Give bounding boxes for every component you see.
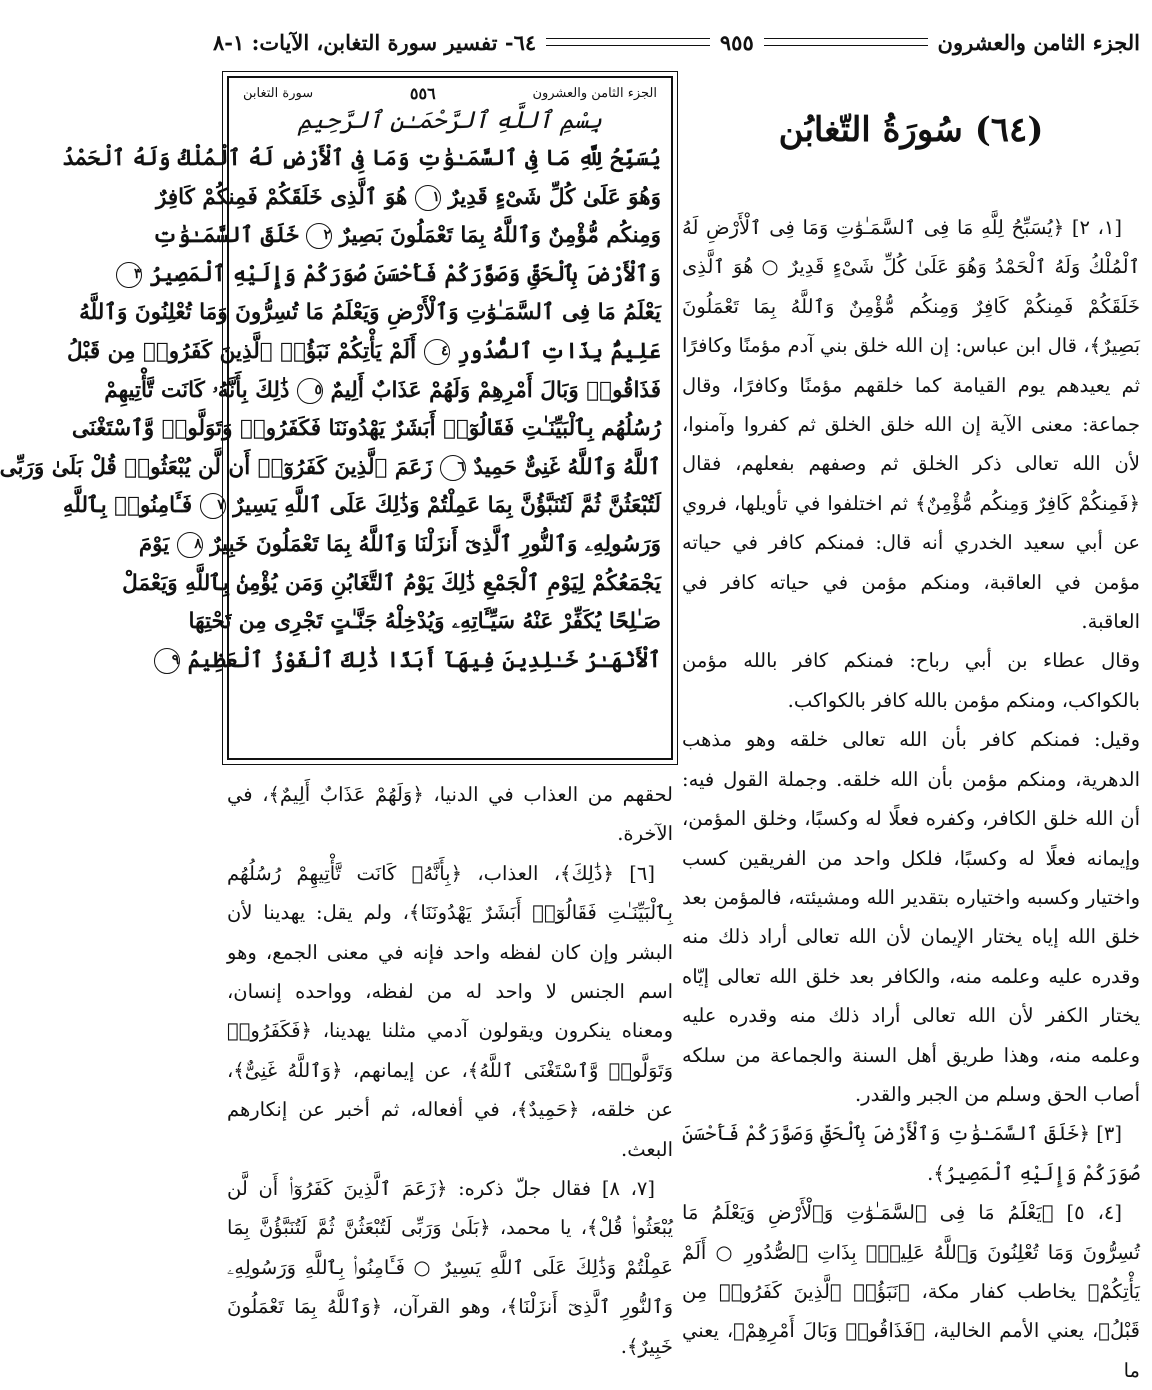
left-column — [227, 775, 673, 1375]
mushaf-line-text: لَتُبْعَثُنَّ ثُمَّ لَتُنَبَّؤُنَّ بِمَا عَمِلْتُمْ وَذَٰلِكَ عَلَى ٱللَّهِ يَسِيرٌ — [233, 493, 661, 519]
ayah-number-mark: ٥ — [297, 378, 323, 404]
mushaf-line-text: يَعْلَمُ مَا فِى ٱلسَّمَـٰوَٰتِ وَٱلْأَرْضِ وَيَعْلَمُ مَا تُسِرُّونَ وَمَا تُعْلِنُونَ وَٱللَّهُ — [79, 300, 661, 326]
mushaf-line-text: ٱلْأَنْهَـٰرُ خَـٰلِدِينَ فِيهَآ أَبَدًا ذَٰلِكَ ٱلْفَوْزُ ٱلْعَظِيمُ — [187, 647, 661, 673]
mushaf-line — [138, 526, 661, 565]
paragraph: لحقهم من العذاب في الدنيا، ﴿وَلَهُمْ عَذَابٌ أَلِيمٌ﴾، في الآخرة. — [227, 783, 673, 846]
mushaf-line — [122, 565, 661, 604]
header-rule-right — [764, 38, 928, 46]
mushaf-line — [133, 256, 661, 295]
paragraph: [١، ٢] ﴿يُسَبِّحُ لِلَّهِ مَا فِى ٱلسَّمَـٰوَٰتِ وَمَا فِى ٱلْأَرْضِ لَهُ ٱلْمُلْكُ وَلَهُ ٱلْحَمْدُ وَهُوَ عَلَىٰ كُلِّ شَىْءٍ قَدِيرٌ ○ هُوَ ٱلَّذِى خَلَقَكُمْ فَمِنكُمْ كَافِرٌ وَمِنكُم مُّؤْمِنٌ وَٱللَّهُ بِمَا تَعْمَلُونَ بَصِيرٌ﴾، قال ابن عباس: إن الله خلق بني آدم مؤمنًا وكافرًا ثم يعيدهم يوم القيامة كما خلقهم مؤمنًا وكافرًا، وقال جماعة: معنى الآية إن الله خلق الخلق ثم كفروا وآمنوا، لأن الله تعالى ذكر الخلق ثم وصفهم بفعلهم، فقال ﴿فَمِنكُمْ كَافِرٌ وَمِنكُم مُّؤْمِنٌ﴾ ثم اختلفوا في تأويلها، فروي عن أبي سعيد الخدري أنه قال: فمنكم كافر في حياته مؤمن في العاقبة، ومنكم مؤمن في حياته كافر في العاقبة. — [682, 216, 1140, 634]
header-section-title: ٦٤- تفسير سورة التغابن، الآيات: ١-٨ — [213, 29, 537, 55]
mushaf-line — [62, 487, 661, 526]
page-number: ٩٥٥ — [719, 29, 754, 55]
mushaf-line-text: هُوَ ٱلَّذِى خَلَقَكُمْ فَمِنكُمْ كَافِرٌ — [155, 184, 408, 210]
ayah-number-mark: ٢ — [306, 223, 332, 249]
mushaf-line-text: فَـَٔامِنُوا۟ بِٱللَّهِ — [62, 493, 193, 519]
mushaf-line-text: زَعَمَ ٱلَّذِينَ كَفَرُوٓا۟ أَن لَّن يُبْعَثُوا۟ قُلْ بَلَىٰ وَرَبِّى — [0, 454, 433, 480]
ayah-number-mark: ٨ — [177, 532, 203, 558]
mushaf-line-text: ٱللَّهُ وَٱللَّهُ غَنِىٌّ حَمِيدٌ — [473, 454, 661, 480]
mushaf-line-text: خَلَقَ ٱلسَّمَـٰوَٰتِ — [152, 223, 299, 249]
mushaf-line-text: وَهُوَ عَلَىٰ كُلِّ شَىْءٍ قَدِيرٌ — [448, 184, 661, 210]
ayah-number-mark: ١ — [415, 185, 441, 211]
right-column — [682, 110, 1140, 1382]
mushaf-line-text: وَٱلْأَرْضَ بِٱلْحَقِّ وَصَوَّرَكُمْ فَأَحْسَنَ صُوَرَكُمْ وَإِلَيْهِ ٱلْمَصِيرُ — [149, 261, 661, 287]
header-rule-left — [546, 38, 710, 46]
mushaf-line-text: ذَٰلِكَ بِأَنَّهُۥ كَانَت تَّأْتِيهِمْ — [104, 377, 290, 403]
mushaf-line — [0, 449, 661, 488]
mushaf-line — [155, 179, 661, 218]
paragraph: وقيل: فمنكم كافر بأن الله تعالى خلقه وهو مذهب الدهرية، ومنكم مؤمن بأن الله خلقه. وجملة القول فيه: أن الله خلق الكافر، وكفره فعلًا له وكسبًا، وخلق المؤمن، وإيمانه فعلًا له وكسبًا، فلكل واحد من الفريقين كسب واختيار وكسبه واختياره بتقدير الله ومشيئته، فالمؤمن بعد خلق الله إياه يختار الإيمان لأن الله تعالى أراد ذلك منه وقدره عليه وعلمه منه، والكافر بعد خلق الله تعالى إيّاه يختار الكفر لأن الله تعالى أراد ذلك منه وقدره عليه وعلمه منه، وهذا طريق أهل السنة والجماعة من سلكه أصاب الحق وسلم من الجبر والقدر. — [682, 728, 1140, 1106]
ayah-number-mark: ٤ — [424, 339, 450, 365]
mushaf-line — [67, 333, 661, 372]
ayah-number-mark: ٧ — [200, 493, 226, 519]
mushaf-page-number: ٥٥٦ — [409, 83, 436, 103]
mushaf-line — [188, 603, 661, 642]
ayah-number-mark: ٦ — [440, 455, 466, 481]
paragraph: [٣] ﴿خَلَقَ ٱلسَّمَـٰوَٰتِ وَٱلْأَرْضَ بِٱلْحَقِّ وَصَوَّرَكُمْ فَأَحْسَنَ صُوَرَكُمْ وَإِلَيْهِ ٱلْمَصِيرُ﴾. — [682, 1122, 1140, 1185]
paragraph: وقال عطاء بن أبي رباح: فمنكم كافر بالله مؤمن بالكواكب، ومنكم مؤمن بالله كافر بالكواكب. — [682, 649, 1140, 712]
paragraph: [٧، ٨] فقال جلّ ذكره: ﴿زَعَمَ ٱلَّذِينَ كَفَرُوٓا۟ أَن لَّن يُبْعَثُوا۟ قُلْ﴾، يا محمد، ﴿بَلَىٰ وَرَبِّى لَتُبْعَثُنَّ ثُمَّ لَتُنَبَّؤُنَّ بِمَا عَمِلْتُمْ وَذَٰلِكَ عَلَى ٱللَّهِ يَسِيرٌ ○ فَـَٔامِنُوا۟ بِٱللَّهِ وَرَسُولِهِۦ وَٱلنُّورِ ٱلَّذِىٓ أَنزَلْنَا﴾، وهو القرآن، ﴿وَٱللَّهُ بِمَا تَعْمَلُونَ خَبِيرٌ﴾. — [227, 1177, 673, 1358]
page-header — [213, 22, 1140, 62]
paragraph: [٦] ﴿ذَٰلِكَ﴾، العذاب، ﴿بِأَنَّهُۥ كَانَت تَّأْتِيهِمْ رُسُلُهُم بِٱلْبَيِّنَـٰتِ فَقَالُوٓا۟ أَبَشَرٌ يَهْدُونَنَا﴾، ولم يقل: يهدينا لأن البشر وإن كان لفظه واحد فإنه في معنى الجمع، وهو اسم الجنس لا واحد له من لفظه، وواحده إنسان، ومعناه ينكرون ويقولون آدمي مثلنا يهدينا، ﴿فَكَفَرُوا۟ وَتَوَلَّوا۟ وَّٱسْتَغْنَى ٱللَّهُ﴾، عن إيمانهم، ﴿وَٱللَّهُ غَنِىٌّ﴾، عن خلقه، ﴿حَمِيدٌ﴾، في أفعاله، ثم أخبر عن إنكارهم البعث. — [227, 861, 673, 1161]
mushaf-line — [152, 217, 661, 256]
basmala: بِسْمِ ٱللَّهِ ٱلرَّحْمَـٰنِ ٱلرَّحِيمِ — [297, 106, 603, 134]
mushaf-header — [229, 78, 671, 104]
mushaf-line — [62, 140, 661, 179]
mushaf-line-text: وَمِنكُم مُّؤْمِنٌ وَٱللَّهُ بِمَا تَعْمَلُونَ بَصِيرٌ — [339, 223, 661, 249]
mushaf-line — [171, 642, 661, 681]
mushaf-line-text: عَلِيمٌۢ بِذَاتِ ٱلصُّدُورِ — [457, 338, 661, 364]
mushaf-line-text: صَـٰلِحًا يُكَفِّرْ عَنْهُ سَيِّـَٔاتِهِۦ وَيُدْخِلْهُ جَنَّـٰتٍ تَجْرِى مِن تَحْتِهَا — [188, 609, 661, 635]
mushaf-line — [104, 372, 661, 411]
mushaf-lines — [0, 140, 671, 680]
header-part-title: الجزء الثامن والعشرون — [937, 29, 1140, 55]
surah-title: (٦٤) سُورَةُ التّغابُن — [778, 110, 1044, 150]
mushaf-page-image — [0, 76, 673, 760]
paragraph: [٤، ٥] ﴿يَعْلَمُ مَا فِى ٱلسَّمَـٰوَٰتِ وَٱلْأَرْضِ وَيَعْلَمُ مَا تُسِرُّونَ وَمَا تُعْلِنُونَ وَٱللَّهُ عَلِيمٌۢ بِذَاتِ ٱلصُّدُورِ ○ أَلَمْ يَأْتِكُمْ﴾ يخاطب كفار مكة، ﴿نَبَؤُا۟ ٱلَّذِينَ كَفَرُوا۟ مِن قَبْلُ﴾، يعني الأمم الخالية، ﴿فَذَاقُوا۟ وَبَالَ أَمْرِهِمْ﴾، يعني ما — [682, 1201, 1140, 1382]
mushaf-line-text: أَلَمْ يَأْتِكُمْ نَبَؤُا۟ ٱلَّذِينَ كَفَرُوا۟ مِن قَبْلُ — [67, 338, 417, 364]
mushaf-line-text: فَذَاقُوا۟ وَبَالَ أَمْرِهِمْ وَلَهُمْ عَذَابٌ أَلِيمٌ — [330, 377, 661, 403]
ayah-number-mark: ٩ — [154, 648, 180, 674]
mushaf-part-label: الجزء الثامن والعشرون — [532, 85, 657, 101]
ayah-number-mark: ٣ — [116, 262, 142, 288]
mushaf-line-text: وَرَسُولِهِۦ وَٱلنُّورِ ٱلَّذِىٓ أَنزَلْنَا وَٱللَّهُ بِمَا تَعْمَلُونَ خَبِيرٌ — [210, 531, 661, 557]
mushaf-line — [79, 294, 661, 333]
mushaf-line-text: يَوْمَ — [138, 531, 170, 557]
mushaf-line-text: يَجْمَعُكُمْ لِيَوْمِ ٱلْجَمْعِ ذَٰلِكَ يَوْمُ ٱلتَّغَابُنِ وَمَن يُؤْمِنۢ بِٱللَّهِ وَيَعْمَلْ — [122, 570, 661, 596]
mushaf-line-text: يُسَبِّحُ لِلَّهِ مَا فِى ٱلسَّمَـٰوَٰتِ وَمَا فِى ٱلْأَرْضِ لَهُ ٱلْمُلْكُ وَلَهُ ٱلْحَمْدُ — [62, 146, 661, 171]
mushaf-line-text: رُسُلُهُم بِٱلْبَيِّنَـٰتِ فَقَالُوٓا۟ أَبَشَرٌ يَهْدُونَنَا فَكَفَرُوا۟ وَتَوَلَّوا۟ وَّٱسْتَغْنَى — [71, 416, 661, 442]
mushaf-line — [71, 410, 661, 449]
mushaf-surah-label: سورة التغابن — [243, 85, 314, 101]
